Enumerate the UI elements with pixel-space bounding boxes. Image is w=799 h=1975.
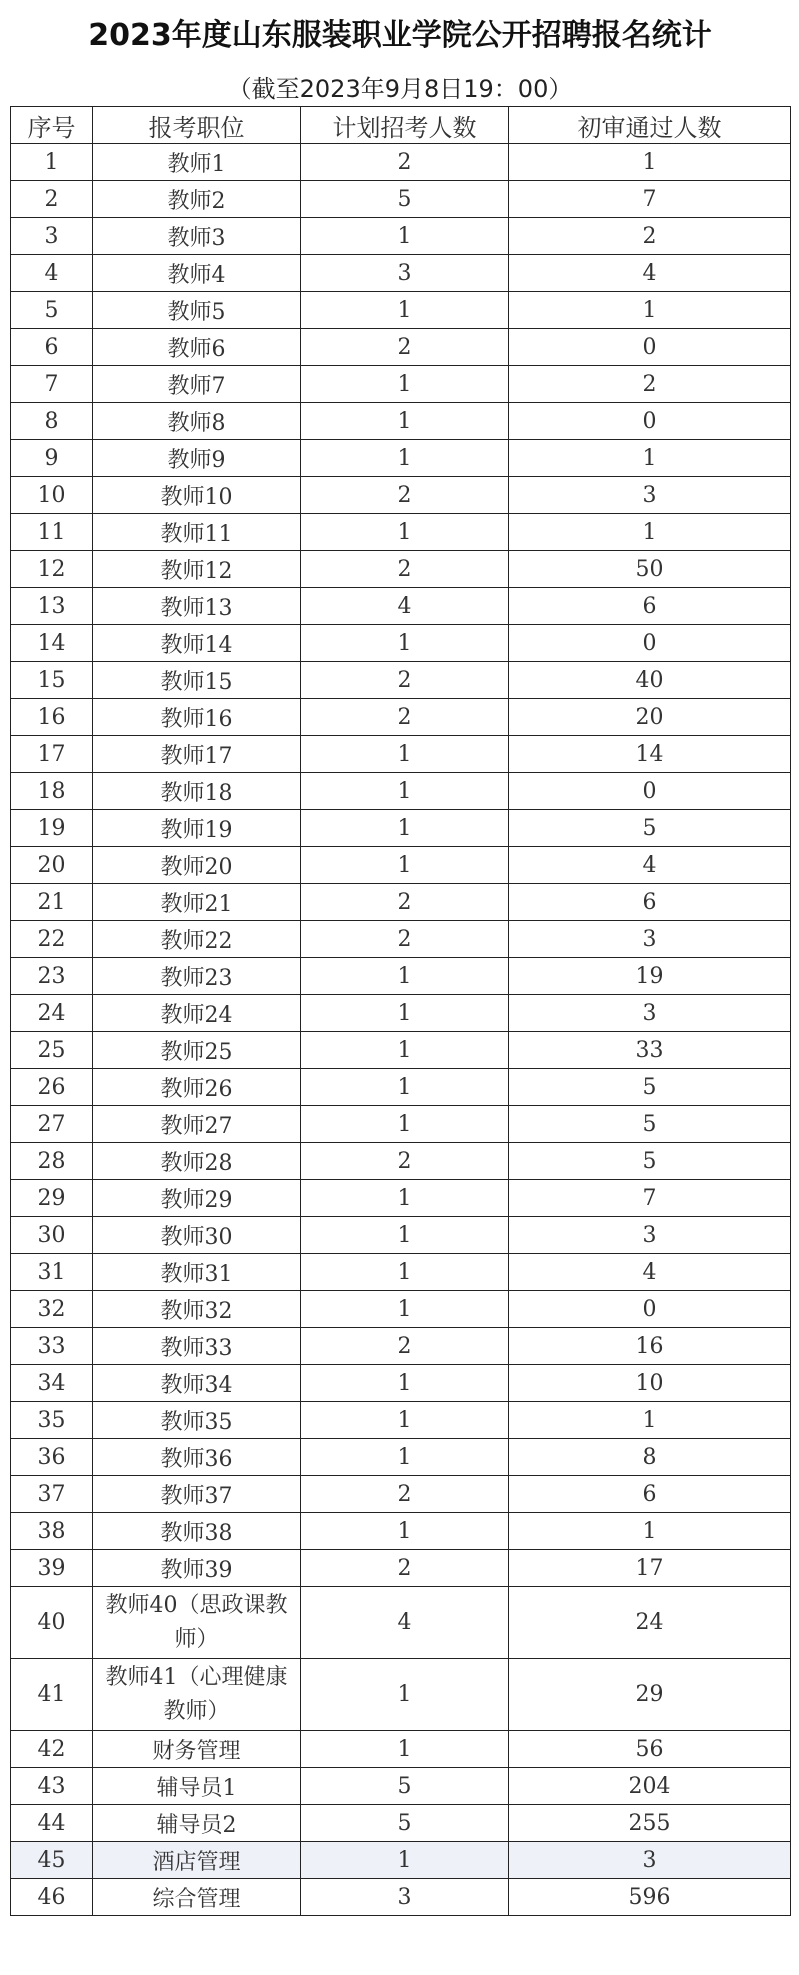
cell-planned: 1 bbox=[301, 1291, 509, 1328]
cell-no: 2 bbox=[11, 181, 93, 218]
cell-passed: 24 bbox=[509, 1587, 791, 1659]
table-row bbox=[11, 477, 791, 514]
cell-passed: 1 bbox=[509, 1513, 791, 1550]
cell-position: 教师18 bbox=[93, 773, 301, 810]
cell-planned: 1 bbox=[301, 218, 509, 255]
table-row bbox=[11, 551, 791, 588]
cell-passed: 0 bbox=[509, 329, 791, 366]
cell-planned: 5 bbox=[301, 1768, 509, 1805]
table-row bbox=[11, 514, 791, 551]
cell-planned: 1 bbox=[301, 1402, 509, 1439]
cell-planned: 2 bbox=[301, 662, 509, 699]
cell-position: 教师14 bbox=[93, 625, 301, 662]
cell-position: 教师6 bbox=[93, 329, 301, 366]
cell-planned: 1 bbox=[301, 1842, 509, 1879]
cell-planned: 1 bbox=[301, 1439, 509, 1476]
cell-planned: 1 bbox=[301, 995, 509, 1032]
cell-passed: 204 bbox=[509, 1768, 791, 1805]
cell-planned: 2 bbox=[301, 1550, 509, 1587]
cell-passed: 33 bbox=[509, 1032, 791, 1069]
cell-no: 16 bbox=[11, 699, 93, 736]
cell-passed: 0 bbox=[509, 1291, 791, 1328]
table-row bbox=[11, 625, 791, 662]
cell-planned: 5 bbox=[301, 1805, 509, 1842]
table-row bbox=[11, 1842, 791, 1879]
table-row bbox=[11, 1328, 791, 1365]
table-row bbox=[11, 995, 791, 1032]
cell-planned: 1 bbox=[301, 440, 509, 477]
cell-planned: 1 bbox=[301, 403, 509, 440]
page-title: 2023年度山东服装职业学院公开招聘报名统计 bbox=[88, 18, 712, 53]
cell-position: 辅导员1 bbox=[93, 1768, 301, 1805]
cell-passed: 6 bbox=[509, 588, 791, 625]
cell-planned: 2 bbox=[301, 1328, 509, 1365]
table-row bbox=[11, 1587, 791, 1659]
cell-planned: 2 bbox=[301, 921, 509, 958]
table-row bbox=[11, 403, 791, 440]
cell-no: 43 bbox=[11, 1768, 93, 1805]
cell-passed: 19 bbox=[509, 958, 791, 995]
cell-planned: 1 bbox=[301, 1217, 509, 1254]
cell-passed: 4 bbox=[509, 255, 791, 292]
cell-passed: 8 bbox=[509, 1439, 791, 1476]
cell-no: 36 bbox=[11, 1439, 93, 1476]
cell-passed: 2 bbox=[509, 218, 791, 255]
cell-position: 教师15 bbox=[93, 662, 301, 699]
cell-passed: 29 bbox=[509, 1659, 791, 1731]
cell-position: 教师16 bbox=[93, 699, 301, 736]
column-header-passed: 初审通过人数 bbox=[509, 107, 791, 144]
cell-no: 38 bbox=[11, 1513, 93, 1550]
cell-planned: 2 bbox=[301, 551, 509, 588]
cell-passed: 5 bbox=[509, 810, 791, 847]
cell-passed: 1 bbox=[509, 1402, 791, 1439]
cell-no: 27 bbox=[11, 1106, 93, 1143]
cell-passed: 5 bbox=[509, 1069, 791, 1106]
cell-planned: 2 bbox=[301, 699, 509, 736]
cell-no: 19 bbox=[11, 810, 93, 847]
cell-position: 教师41（心理健康教师） bbox=[93, 1659, 301, 1731]
table-row bbox=[11, 329, 791, 366]
spreadsheet bbox=[10, 0, 790, 1956]
cell-planned: 1 bbox=[301, 810, 509, 847]
table-row bbox=[11, 921, 791, 958]
empty-sheet-area bbox=[10, 1916, 790, 1956]
cell-passed: 1 bbox=[509, 514, 791, 551]
cell-position: 教师2 bbox=[93, 181, 301, 218]
cell-no: 6 bbox=[11, 329, 93, 366]
cell-planned: 1 bbox=[301, 1180, 509, 1217]
cell-passed: 5 bbox=[509, 1106, 791, 1143]
cell-position: 教师35 bbox=[93, 1402, 301, 1439]
cell-passed: 40 bbox=[509, 662, 791, 699]
cell-position: 教师24 bbox=[93, 995, 301, 1032]
cell-passed: 3 bbox=[509, 1842, 791, 1879]
cell-no: 35 bbox=[11, 1402, 93, 1439]
cell-no: 22 bbox=[11, 921, 93, 958]
cell-passed: 7 bbox=[509, 181, 791, 218]
cell-planned: 5 bbox=[301, 181, 509, 218]
table-row bbox=[11, 218, 791, 255]
cell-position: 财务管理 bbox=[93, 1731, 301, 1768]
cell-no: 11 bbox=[11, 514, 93, 551]
cell-planned: 1 bbox=[301, 514, 509, 551]
table-row bbox=[11, 1402, 791, 1439]
page-subtitle: （截至2023年9月8日19：00） bbox=[227, 75, 573, 103]
table-row bbox=[11, 1217, 791, 1254]
cell-no: 21 bbox=[11, 884, 93, 921]
cell-passed: 0 bbox=[509, 403, 791, 440]
cell-no: 24 bbox=[11, 995, 93, 1032]
cell-position: 教师33 bbox=[93, 1328, 301, 1365]
column-header-planned: 计划招考人数 bbox=[301, 107, 509, 144]
cell-position: 教师28 bbox=[93, 1143, 301, 1180]
cell-position: 教师25 bbox=[93, 1032, 301, 1069]
cell-passed: 5 bbox=[509, 1143, 791, 1180]
table-row bbox=[11, 1805, 791, 1842]
cell-passed: 17 bbox=[509, 1550, 791, 1587]
cell-no: 13 bbox=[11, 588, 93, 625]
cell-planned: 1 bbox=[301, 1513, 509, 1550]
cell-no: 10 bbox=[11, 477, 93, 514]
cell-position: 教师9 bbox=[93, 440, 301, 477]
table-row bbox=[11, 1254, 791, 1291]
cell-passed: 16 bbox=[509, 1328, 791, 1365]
cell-position: 教师23 bbox=[93, 958, 301, 995]
cell-no: 26 bbox=[11, 1069, 93, 1106]
table-row bbox=[11, 1768, 791, 1805]
cell-position: 教师4 bbox=[93, 255, 301, 292]
cell-no: 17 bbox=[11, 736, 93, 773]
table-row bbox=[11, 773, 791, 810]
cell-no: 28 bbox=[11, 1143, 93, 1180]
table-row bbox=[11, 366, 791, 403]
cell-no: 3 bbox=[11, 218, 93, 255]
cell-position: 教师36 bbox=[93, 1439, 301, 1476]
cell-planned: 1 bbox=[301, 958, 509, 995]
cell-no: 14 bbox=[11, 625, 93, 662]
cell-position: 教师39 bbox=[93, 1550, 301, 1587]
cell-no: 45 bbox=[11, 1842, 93, 1879]
cell-passed: 4 bbox=[509, 847, 791, 884]
cell-passed: 20 bbox=[509, 699, 791, 736]
cell-planned: 1 bbox=[301, 773, 509, 810]
table-row bbox=[11, 1439, 791, 1476]
table-row bbox=[11, 662, 791, 699]
cell-position: 教师26 bbox=[93, 1069, 301, 1106]
column-header-position: 报考职位 bbox=[93, 107, 301, 144]
table-row bbox=[11, 440, 791, 477]
cell-no: 31 bbox=[11, 1254, 93, 1291]
cell-planned: 2 bbox=[301, 477, 509, 514]
cell-planned: 1 bbox=[301, 1106, 509, 1143]
cell-no: 15 bbox=[11, 662, 93, 699]
cell-position: 酒店管理 bbox=[93, 1842, 301, 1879]
cell-no: 7 bbox=[11, 366, 93, 403]
cell-no: 4 bbox=[11, 255, 93, 292]
cell-position: 教师11 bbox=[93, 514, 301, 551]
cell-no: 33 bbox=[11, 1328, 93, 1365]
cell-position: 教师3 bbox=[93, 218, 301, 255]
cell-no: 12 bbox=[11, 551, 93, 588]
cell-planned: 1 bbox=[301, 292, 509, 329]
cell-passed: 3 bbox=[509, 995, 791, 1032]
cell-no: 23 bbox=[11, 958, 93, 995]
cell-passed: 1 bbox=[509, 292, 791, 329]
cell-position: 教师22 bbox=[93, 921, 301, 958]
table-row bbox=[11, 1731, 791, 1768]
cell-planned: 1 bbox=[301, 1069, 509, 1106]
table-row bbox=[11, 1106, 791, 1143]
cell-planned: 1 bbox=[301, 1032, 509, 1069]
cell-no: 39 bbox=[11, 1550, 93, 1587]
column-header-no: 序号 bbox=[11, 107, 93, 144]
cell-position: 教师17 bbox=[93, 736, 301, 773]
cell-position: 教师31 bbox=[93, 1254, 301, 1291]
cell-planned: 1 bbox=[301, 1731, 509, 1768]
table-row bbox=[11, 1513, 791, 1550]
table-row bbox=[11, 181, 791, 218]
cell-planned: 1 bbox=[301, 847, 509, 884]
cell-position: 教师27 bbox=[93, 1106, 301, 1143]
cell-position: 教师5 bbox=[93, 292, 301, 329]
cell-passed: 7 bbox=[509, 1180, 791, 1217]
cell-position: 辅导员2 bbox=[93, 1805, 301, 1842]
table-row bbox=[11, 1180, 791, 1217]
cell-no: 41 bbox=[11, 1659, 93, 1731]
table-row bbox=[11, 255, 791, 292]
cell-planned: 1 bbox=[301, 736, 509, 773]
table-row bbox=[11, 1879, 791, 1916]
cell-position: 教师7 bbox=[93, 366, 301, 403]
cell-position: 教师38 bbox=[93, 1513, 301, 1550]
cell-passed: 10 bbox=[509, 1365, 791, 1402]
cell-position: 教师13 bbox=[93, 588, 301, 625]
cell-no: 34 bbox=[11, 1365, 93, 1402]
cell-planned: 2 bbox=[301, 884, 509, 921]
cell-no: 30 bbox=[11, 1217, 93, 1254]
cell-passed: 6 bbox=[509, 1476, 791, 1513]
cell-no: 32 bbox=[11, 1291, 93, 1328]
cell-passed: 6 bbox=[509, 884, 791, 921]
cell-planned: 1 bbox=[301, 625, 509, 662]
table-row bbox=[11, 144, 791, 181]
table-row bbox=[11, 588, 791, 625]
cell-no: 29 bbox=[11, 1180, 93, 1217]
cell-position: 综合管理 bbox=[93, 1879, 301, 1916]
header-row bbox=[11, 107, 791, 144]
cell-passed: 1 bbox=[509, 144, 791, 181]
cell-planned: 3 bbox=[301, 1879, 509, 1916]
table-row bbox=[11, 1143, 791, 1180]
table-row bbox=[11, 1069, 791, 1106]
cell-position: 教师30 bbox=[93, 1217, 301, 1254]
table-row bbox=[11, 847, 791, 884]
cell-planned: 2 bbox=[301, 1476, 509, 1513]
cell-planned: 2 bbox=[301, 329, 509, 366]
cell-planned: 1 bbox=[301, 366, 509, 403]
table-row bbox=[11, 1365, 791, 1402]
table-row bbox=[11, 699, 791, 736]
registration-table bbox=[10, 106, 791, 1916]
cell-passed: 0 bbox=[509, 773, 791, 810]
table-row bbox=[11, 884, 791, 921]
cell-position: 教师32 bbox=[93, 1291, 301, 1328]
cell-position: 教师10 bbox=[93, 477, 301, 514]
cell-position: 教师20 bbox=[93, 847, 301, 884]
cell-planned: 2 bbox=[301, 144, 509, 181]
cell-no: 44 bbox=[11, 1805, 93, 1842]
cell-planned: 3 bbox=[301, 255, 509, 292]
table-row bbox=[11, 1476, 791, 1513]
cell-position: 教师21 bbox=[93, 884, 301, 921]
cell-no: 9 bbox=[11, 440, 93, 477]
cell-passed: 56 bbox=[509, 1731, 791, 1768]
cell-passed: 596 bbox=[509, 1879, 791, 1916]
table-row bbox=[11, 1032, 791, 1069]
cell-no: 42 bbox=[11, 1731, 93, 1768]
cell-position: 教师40（思政课教师） bbox=[93, 1587, 301, 1659]
cell-no: 25 bbox=[11, 1032, 93, 1069]
cell-no: 8 bbox=[11, 403, 93, 440]
cell-passed: 3 bbox=[509, 921, 791, 958]
cell-planned: 1 bbox=[301, 1365, 509, 1402]
cell-position: 教师37 bbox=[93, 1476, 301, 1513]
cell-no: 40 bbox=[11, 1587, 93, 1659]
cell-position: 教师29 bbox=[93, 1180, 301, 1217]
cell-planned: 4 bbox=[301, 1587, 509, 1659]
cell-passed: 2 bbox=[509, 366, 791, 403]
cell-no: 5 bbox=[11, 292, 93, 329]
cell-position: 教师19 bbox=[93, 810, 301, 847]
cell-passed: 3 bbox=[509, 1217, 791, 1254]
cell-position: 教师1 bbox=[93, 144, 301, 181]
cell-planned: 1 bbox=[301, 1254, 509, 1291]
table-row bbox=[11, 1659, 791, 1731]
table-row bbox=[11, 736, 791, 773]
cell-position: 教师8 bbox=[93, 403, 301, 440]
table-row bbox=[11, 1291, 791, 1328]
table-row bbox=[11, 958, 791, 995]
cell-no: 18 bbox=[11, 773, 93, 810]
cell-planned: 2 bbox=[301, 1143, 509, 1180]
cell-passed: 3 bbox=[509, 477, 791, 514]
cell-position: 教师34 bbox=[93, 1365, 301, 1402]
cell-position: 教师12 bbox=[93, 551, 301, 588]
table-row bbox=[11, 1550, 791, 1587]
cell-passed: 14 bbox=[509, 736, 791, 773]
cell-passed: 0 bbox=[509, 625, 791, 662]
cell-passed: 1 bbox=[509, 440, 791, 477]
cell-no: 1 bbox=[11, 144, 93, 181]
cell-passed: 255 bbox=[509, 1805, 791, 1842]
cell-planned: 4 bbox=[301, 588, 509, 625]
cell-no: 46 bbox=[11, 1879, 93, 1916]
cell-no: 20 bbox=[11, 847, 93, 884]
cell-passed: 50 bbox=[509, 551, 791, 588]
table-row bbox=[11, 810, 791, 847]
table-body bbox=[11, 144, 791, 1916]
cell-passed: 4 bbox=[509, 1254, 791, 1291]
cell-no: 37 bbox=[11, 1476, 93, 1513]
cell-planned: 1 bbox=[301, 1659, 509, 1731]
table-row bbox=[11, 292, 791, 329]
